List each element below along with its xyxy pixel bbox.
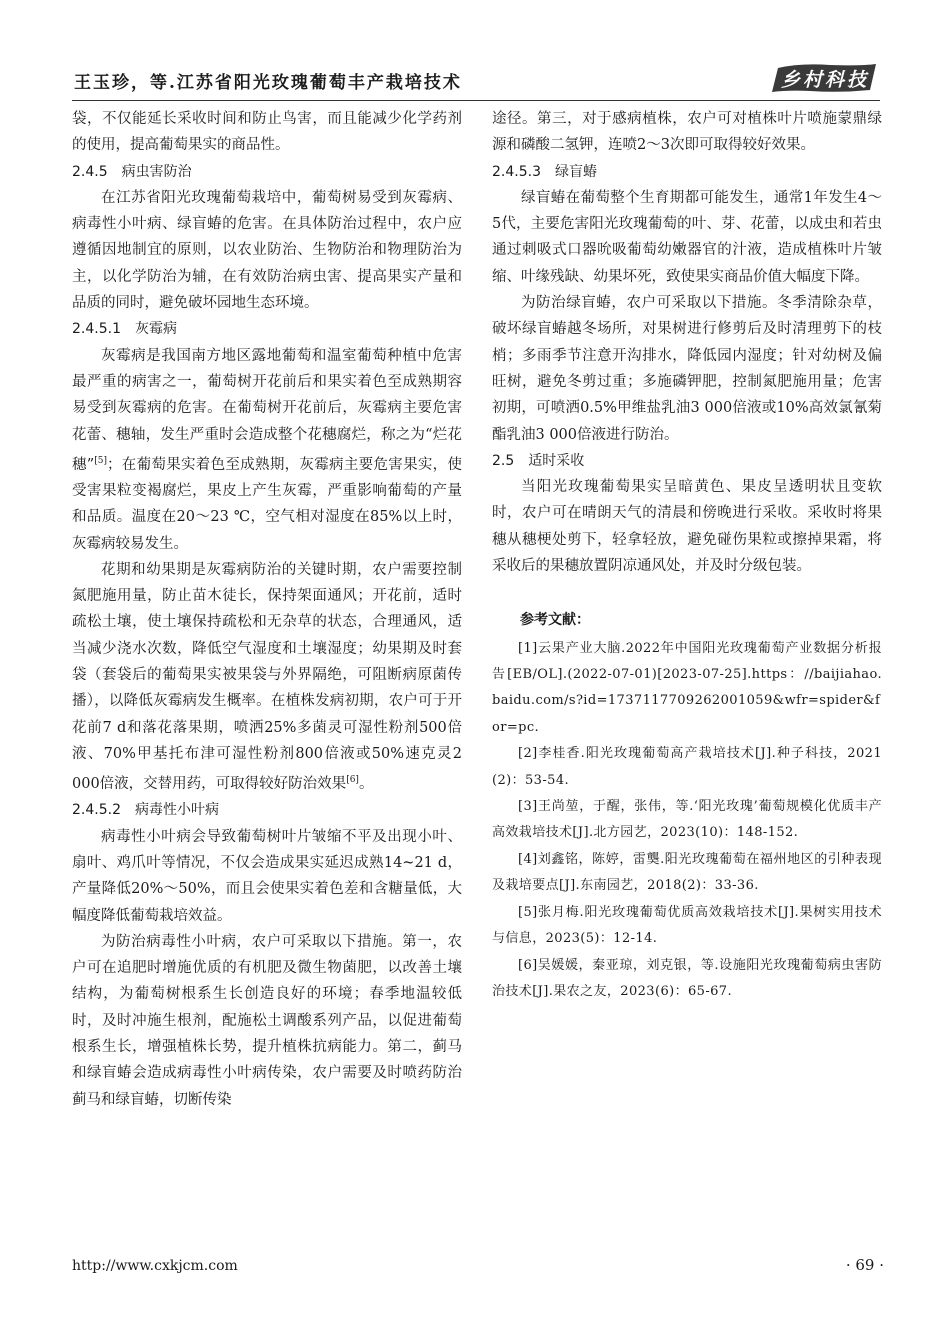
right-column <box>492 106 882 1005</box>
journal-logo <box>770 62 880 94</box>
paragraph: 途径。第三，对于感病植株，农户可对植株叶片喷施蒙鼎绿源和磷酸二氢钾，连喷2～3次即可取得较好效果。 <box>492 111 882 154</box>
paragraph-text: 。 <box>358 776 374 793</box>
paragraph-text: ；在葡萄果实着色至成熟期，灰霉病主要危害果实，使受害果粒变褐腐烂，果皮上产生灰霉，严重影响葡萄的产量和品质。温度在20～23 ℃，空气相对湿度在85%以上时，灰霉病较易发生。 <box>72 456 462 552</box>
reference-item: [2]李桂香.阳光玫瑰葡萄高产栽培技术[J].种子科技，2021(2)：53-54. <box>492 746 882 788</box>
reference-item: [1]云果产业大脑.2022年中国阳光玫瑰葡萄产业数据分析报告[EB/OL].(2022-07-01)[2023-07-25].https：//baijiahao.baidu.com/s?id=1737117709262001059&wfr=spider&for=pc. <box>492 640 882 735</box>
header-rule <box>72 100 880 101</box>
section-heading-2-4-5: 2.4.5 病虫害防治 <box>72 163 192 180</box>
reference-item: [6]吴媛媛，秦亚琼，刘克银，等.设施阳光玫瑰葡萄病虫害防治技术[J].果农之友，2023(6)：65-67. <box>492 957 882 999</box>
left-column <box>72 106 462 1113</box>
section-heading-2-4-5-3: 2.4.5.3 绿盲蝽 <box>492 163 597 180</box>
paragraph: 病毒性小叶病会导致葡萄树叶片皱缩不平及出现小叶、扇叶、鸡爪叶等情况，不仅会造成果实延迟成熟14~21 d，产量降低20%～50%，而且会使果实着色差和含糖量低，大幅度降低葡萄栽培效益。 <box>72 828 462 924</box>
paragraph: 为防治绿盲蝽，农户可采取以下措施。冬季清除杂草，破坏绿盲蝽越冬场所，对果树进行修剪后及时清理剪下的枝梢；多雨季节注意开沟排水，降低园内湿度；针对幼树及偏旺树，避免冬剪过重；多施磷钾肥，控制氮肥施用量；危害初期，可喷洒0.5%甲维盐乳油3 000倍液或10%高效氯氰菊酯乳油3 000倍液进行防治。 <box>492 295 882 443</box>
section-heading-2-4-5-1: 2.4.5.1 灰霉病 <box>72 321 177 338</box>
references-title: 参考文献： <box>520 612 590 629</box>
citation: [5] <box>94 455 107 466</box>
running-header <box>72 66 880 100</box>
page-number: · 69 · <box>845 1256 884 1274</box>
citation: [6] <box>346 775 359 786</box>
footer-url: http://www.cxkjcm.com <box>72 1258 238 1274</box>
reference-item: [4]刘鑫铭，陈婷，雷龑.阳光玫瑰葡萄在福州地区的引种表现及栽培要点[J].东南园艺，2018(2)：33-36. <box>492 851 882 894</box>
journal-logo-text: 乡村科技 <box>780 69 869 91</box>
reference-item: [5]张月梅.阳光玫瑰葡萄优质高效栽培技术[J].果树实用技术与信息，2023(5)：12-14. <box>492 904 882 947</box>
paragraph-text: 灰霉病是我国南方地区露地葡萄和温室葡萄种植中危害最严重的病害之一，葡萄树开花前后和果实着色至成熟期容易受到灰霉病的危害。在葡萄树开花前后，灰霉病主要危害花蕾、穗轴，发生严重时会造成整个花穗腐烂，称之为“烂花穗” <box>72 347 462 473</box>
paragraph: 当阳光玫瑰葡萄果实呈暗黄色、果皮呈透明状且变软时，农户可在晴朗天气的清晨和傍晚进行采收。采收时将果穗从穗梗处剪下，轻拿轻放，避免碰伤果粒或擦掉果霜，将采收后的果穗放置阴凉通风处，并及时分级包装。 <box>492 479 882 575</box>
paragraph: 在江苏省阳光玫瑰葡萄栽培中，葡萄树易受到灰霉病、病毒性小叶病、绿盲蝽的危害。在具体防治过程中，农户应遵循因地制宜的原则，以农业防治、生物防治和物理防治为主，以化学防治为辅，在有效防治病虫害、提高果实产量和品质的同时，避免破坏园地生态环境。 <box>72 189 462 312</box>
paragraph-text: 花期和幼果期是灰霉病防治的关键时期，农户需要控制氮肥施用量，防止苗木徒长，保持架面通风；开花前，适时疏松土壤，使土壤保持疏松和无杂草的状态，合理通风，适当减少浇水次数，降低空气湿度和土壤湿度；幼果期及时套袋（套袋后的葡萄果实被果袋与外界隔绝，可阻断病原菌传播），以降低灰霉病发生概率。在植株发病初期，农户可于开花前7 d和落花落果期，喷洒25%多菌灵可湿性粉剂500倍液、70%甲基托布津可湿性粉剂800倍液或50%速克灵2 000倍液，交替用药，可取得较好防治效果 <box>72 561 462 793</box>
paragraph <box>72 557 462 798</box>
paragraph: 为防治病毒性小叶病，农户可采取以下措施。第一，农户可在追肥时增施优质的有机肥及微生物菌肥，以改善土壤结构，为葡萄树根系生长创造良好的环境；春季地温较低时，及时冲施生根剂，配施松土调酸系列产品，以促进葡萄根系生长，增强植株长势，提升植株抗病能力。第二，蓟马和绿盲蝽会造成病毒性小叶病传染，农户需要及时喷药防治蓟马和绿盲蝽，切断传染 <box>72 933 462 1108</box>
section-heading-2-5: 2.5 适时采收 <box>492 452 585 469</box>
paragraph: 绿盲蝽在葡萄整个生育期都可能发生，通常1年发生4～5代，主要危害阳光玫瑰葡萄的叶、芽、花蕾，以成虫和若虫通过刺吸式口器吮吸葡萄幼嫩器官的汁液，造成植株叶片皱缩、叶缘残缺、幼果坏死，致使果实商品价值大幅度下降。 <box>492 189 882 285</box>
paragraph <box>72 343 462 557</box>
paragraph: 袋，不仅能延长采收时间和防止鸟害，而且能减少化学药剂的使用，提高葡萄果实的商品性。 <box>72 111 462 154</box>
running-title: 王玉珍，等.江苏省阳光玫瑰葡萄丰产栽培技术 <box>74 73 462 93</box>
reference-item: [3]王尚堃，于醒，张伟，等.‘阳光玫瑰’葡萄规模化优质丰产高效栽培技术[J].北方园艺，2023(10)：148-152. <box>492 799 882 841</box>
section-heading-2-4-5-2: 2.4.5.2 病毒性小叶病 <box>72 802 219 819</box>
